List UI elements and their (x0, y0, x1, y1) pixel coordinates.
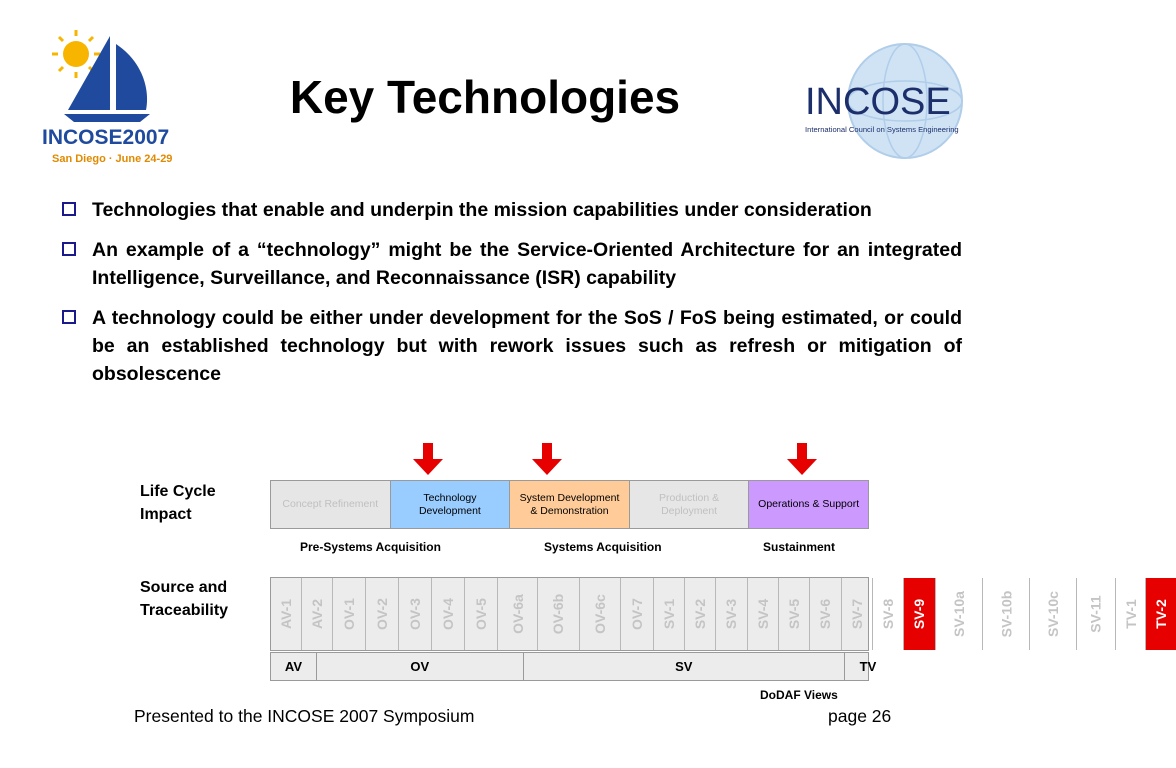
dodaf-view-label: OV-4 (439, 598, 456, 630)
footer-page-number: page 26 (828, 706, 892, 726)
bullet-list (62, 196, 962, 400)
dodaf-group-cell: SV (524, 653, 845, 680)
dodaf-view-cell (936, 578, 983, 650)
down-arrow-icon (532, 443, 562, 475)
dodaf-view-label: OV-6c (591, 594, 608, 634)
dodaf-group-cell: OV (317, 653, 524, 680)
dodaf-view-label: OV-3 (406, 598, 423, 630)
dodaf-view-cell (842, 578, 873, 650)
logo-right-text: INCOSE (805, 81, 951, 123)
dodaf-view-label: OV-6a (509, 594, 526, 634)
down-arrow-icon (413, 443, 443, 475)
dodaf-view-label: AV-1 (278, 598, 295, 630)
checkbox-bullet-icon (62, 242, 76, 256)
down-arrow-icon (787, 443, 817, 475)
dodaf-caption: DoDAF Views (760, 688, 838, 702)
dodaf-view-cell (432, 578, 465, 650)
dodaf-view-cell (302, 578, 333, 650)
checkbox-bullet-icon (62, 202, 76, 216)
acquisition-label-systems: Systems Acquisition (544, 540, 662, 554)
logo-left-text: INCOSE2007 (42, 126, 170, 149)
dodaf-views-row (270, 577, 1170, 651)
dodaf-view-label: SV-5 (786, 598, 803, 630)
dodaf-view-label: SV-11 (1088, 595, 1104, 633)
dodaf-view-label: OV-5 (472, 598, 489, 630)
dodaf-view-label: SV-10a (950, 591, 967, 637)
dodaf-view-label: OV-7 (628, 598, 645, 630)
phase-cell: Technology Development (391, 481, 511, 528)
phase-cell: Operations & Support (749, 481, 868, 528)
dodaf-view-cell (685, 578, 716, 650)
dodaf-view-cell (399, 578, 432, 650)
dodaf-view-cell (983, 578, 1031, 650)
dodaf-view-cell (1146, 578, 1176, 650)
dodaf-view-cell (810, 578, 841, 650)
dodaf-view-cell (716, 578, 747, 650)
dodaf-view-cell (748, 578, 779, 650)
source-traceability-label: Source and Traceability (140, 579, 229, 619)
dodaf-view-label: OV-6b (550, 593, 567, 635)
life-cycle-label: Life Cycle Impact (140, 483, 216, 523)
dodaf-view-label: SV-3 (723, 598, 740, 630)
acquisition-label-sustainment: Sustainment (763, 540, 836, 554)
dodaf-view-label: SV-10b (998, 590, 1015, 638)
footer-presented: Presented to the INCOSE 2007 Symposium (134, 706, 475, 726)
logo-left-subtext: San Diego · June 24-29 (52, 153, 173, 165)
dodaf-view-cell (538, 578, 579, 650)
dodaf-view-cell (580, 578, 621, 650)
bullet-text: An example of a “technology” might be the Service-Oriented Architecture for an integrated Intelligence, Surveillance, and Reconnaissance (ISR) capability (92, 239, 962, 289)
bullet-text: Technologies that enable and underpin the mission capabilities under consideration (92, 199, 872, 221)
dodaf-group-cell: AV (271, 653, 317, 680)
dodaf-view-label: OV-2 (374, 598, 391, 630)
dodaf-view-label: SV-2 (692, 598, 709, 630)
dodaf-view-label: SV-7 (848, 598, 865, 630)
phase-cell: Production & Deployment (630, 481, 750, 528)
dodaf-group-cell: TV (859, 659, 877, 674)
bullet-item (62, 196, 962, 224)
dodaf-view-cell (271, 578, 302, 650)
logo-right-subtext: International Council on Systems Engineering (805, 125, 959, 134)
incose-logo (795, 42, 985, 160)
dodaf-view-label: SV-8 (880, 598, 897, 630)
phase-cell: System Development & Demonstration (510, 481, 630, 528)
dodaf-view-label: SV-1 (660, 598, 677, 630)
dodaf-view-cell (1030, 578, 1077, 650)
dodaf-view-cell (1116, 578, 1147, 650)
phase-cell: Concept Refinement (271, 481, 391, 528)
dodaf-view-cell (366, 578, 399, 650)
dodaf-view-cell (779, 578, 810, 650)
dodaf-view-cell (904, 578, 935, 650)
dodaf-view-label: TV-1 (1122, 599, 1139, 629)
life-cycle-phases (270, 480, 869, 529)
dodaf-view-cell (1077, 578, 1115, 650)
dodaf-view-cell (498, 578, 539, 650)
acquisition-label-pre-systems: Pre-Systems Acquisition (300, 540, 441, 554)
dodaf-view-label: SV-4 (754, 598, 771, 630)
dodaf-view-cell (333, 578, 366, 650)
bullet-item (62, 236, 962, 292)
bullet-item (62, 304, 962, 388)
page-title: Key Technologies (289, 71, 681, 123)
dodaf-view-cell (654, 578, 685, 650)
dodaf-view-label: TV-2 (1153, 599, 1170, 629)
dodaf-view-label: SV-9 (911, 598, 928, 630)
dodaf-view-label: OV-1 (341, 598, 358, 630)
dodaf-groups-row (270, 652, 877, 681)
dodaf-view-label: SV-10c (1045, 591, 1062, 637)
dodaf-view-label: AV-2 (309, 598, 326, 630)
dodaf-view-cell (873, 578, 904, 650)
dodaf-view-cell (621, 578, 654, 650)
bullet-text: A technology could be either under development for the SoS / FoS being estimated, or could be an established technology but with rework issues such as refresh or mitigation of obsolescence (92, 307, 962, 385)
dodaf-view-cell (465, 578, 498, 650)
dodaf-view-label: SV-6 (817, 598, 834, 630)
checkbox-bullet-icon (62, 310, 76, 324)
